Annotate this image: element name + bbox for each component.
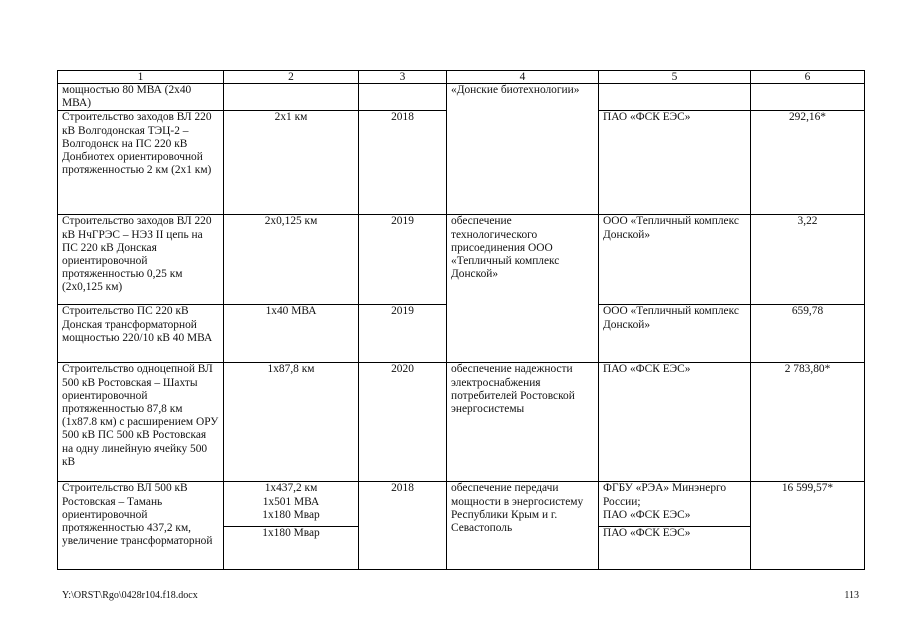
table-row: [58, 215, 865, 305]
length-line: 1х180 Мвар: [262, 508, 320, 521]
purpose-cell: обеспечение надежности электроснабжения потребителей Ростовской энергосистемы: [447, 363, 599, 482]
header-cell: 6: [751, 71, 865, 84]
length-cell: 2х0,125 км: [224, 215, 359, 305]
responsible-cell: ООО «Тепличный комплекс Донской»: [599, 215, 751, 305]
object-cell: Строительство заходов ВЛ 220 кВ Волгодонская ТЭЦ-2 – Волгодонск на ПС 220 кВ Донбиотех ориентировочной протяженностью 2 км (2х1 км): [58, 111, 224, 215]
responsible-cell: ПАО «ФСК ЕЭС»: [599, 111, 751, 215]
length-cell: [224, 84, 359, 111]
table-row: [58, 363, 865, 482]
year-cell: 2019: [359, 305, 447, 363]
header-cell: 1: [58, 71, 224, 84]
length-line: 1х437,2 км: [264, 482, 318, 495]
responsible-cell: [599, 482, 751, 527]
year-cell: [359, 84, 447, 111]
purpose-cell: обеспечение технологического присоединения ООО «Тепличный комплекс Донской»: [447, 215, 599, 363]
cost-cell: 16 599,57*: [751, 482, 865, 570]
object-cell: Строительство ПС 220 кВ Донская трансформаторной мощностью 220/10 кВ 40 МВА: [58, 305, 224, 363]
year-cell: 2020: [359, 363, 447, 482]
responsible-line: ФГБУ «РЭА» Минэнерго России;: [603, 482, 727, 508]
length-cell: 2х1 км: [224, 111, 359, 215]
cost-cell: 659,78: [751, 305, 865, 363]
object-cell: Строительство заходов ВЛ 220 кВ НчГРЭС – НЭЗ II цепь на ПС 220 кВ Донская ориентировочной протяженностью 0,25 км (2х0,125 км): [58, 215, 224, 305]
object-cell: Строительство одноцепной ВЛ 500 кВ Ростовская – Шахты ориентировочной протяженностью 87,8 км (1х87.8 км) с расширением ОРУ 500 кВ ПС 500 кВ Ростовская на одну линейную ячейку 500 кВ: [58, 363, 224, 482]
responsible-cell: ООО «Тепличный комплекс Донской»: [599, 305, 751, 363]
cost-cell: 292,16*: [751, 111, 865, 215]
header-cell: 4: [447, 71, 599, 84]
length-line: 1х501 МВА: [262, 495, 320, 508]
footer-page-number: 113: [844, 590, 859, 601]
investment-table: [57, 70, 865, 570]
object-cell: мощностью 80 МВА (2х40 МВА): [58, 84, 224, 111]
purpose-cell: «Донские биотехнологии»: [447, 84, 599, 215]
cost-cell: 2 783,80*: [751, 363, 865, 482]
length-cell: 1х87,8 км: [224, 363, 359, 482]
header-cell: 5: [599, 71, 751, 84]
length-cell: 1х40 МВА: [224, 305, 359, 363]
responsible-line: ПАО «ФСК ЕЭС»: [603, 508, 691, 521]
footer-file-path: Y:\ORST\Rgo\0428r104.f18.docx: [62, 590, 198, 601]
table-row: [58, 84, 865, 111]
year-cell: 2018: [359, 111, 447, 215]
table-header-row: [58, 71, 865, 84]
table-row: [58, 482, 865, 527]
length-cell: [224, 482, 359, 527]
object-cell: Строительство ВЛ 500 кВ Ростовская – Тамань ориентировочной протяженностью 437,2 км, увеличение трансформаторной: [58, 482, 224, 570]
year-cell: 2018: [359, 482, 447, 570]
cost-cell: [751, 84, 865, 111]
responsible-cell: ПАО «ФСК ЕЭС»: [599, 363, 751, 482]
header-cell: 3: [359, 71, 447, 84]
responsible-cell: [599, 84, 751, 111]
purpose-cell: обеспечение передачи мощности в энергосистему Республики Крым и г. Севастополь: [447, 482, 599, 570]
responsible-cell: ПАО «ФСК ЕЭС»: [599, 527, 751, 570]
length-cell: 1х180 Мвар: [224, 527, 359, 570]
cost-cell: 3,22: [751, 215, 865, 305]
year-cell: 2019: [359, 215, 447, 305]
header-cell: 2: [224, 71, 359, 84]
